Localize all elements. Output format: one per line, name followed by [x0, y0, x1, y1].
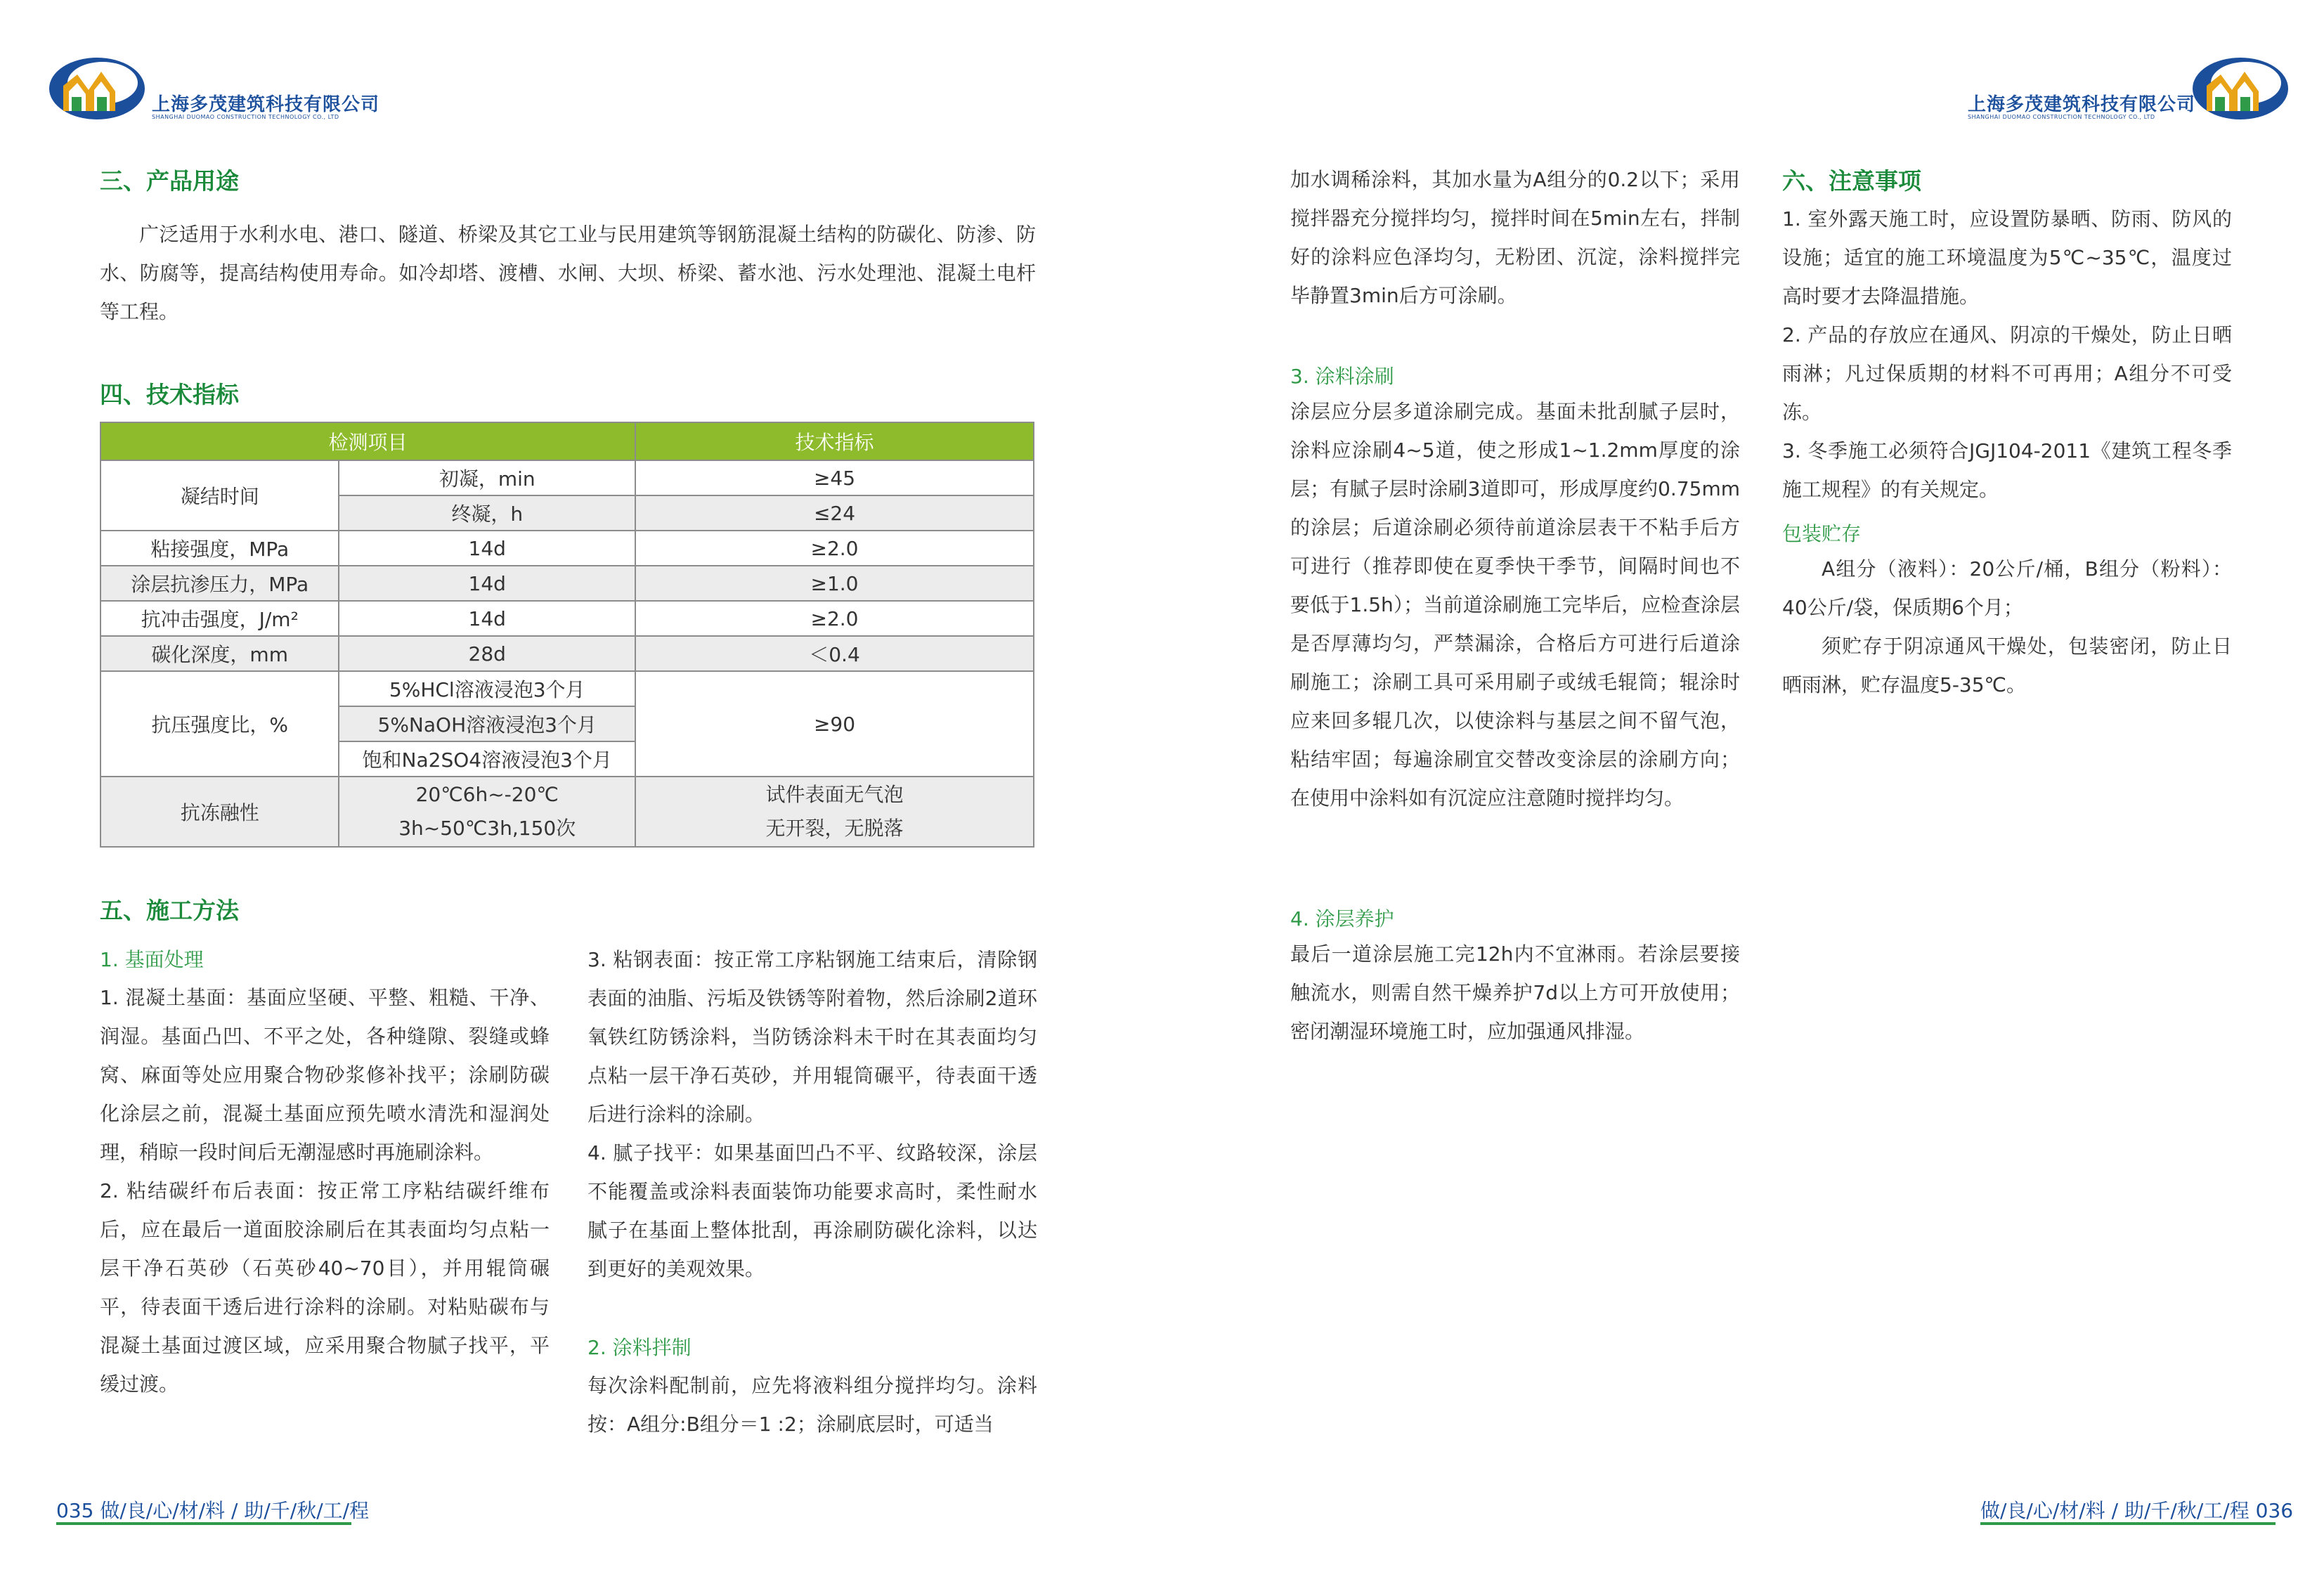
- footer-left: [56, 1495, 369, 1524]
- mixing-paragraph: [588, 1366, 1037, 1443]
- cell-initial-set: 初凝，min: [339, 460, 635, 495]
- cell-carbonation: 碳化深度，mm: [100, 636, 339, 671]
- freeze-val-line-2: 无开裂，无脱落: [765, 817, 904, 840]
- subheading-base-treatment: 1. 基面处理: [100, 948, 204, 971]
- table-row: [100, 636, 1034, 671]
- header-spec: 技术指标: [635, 422, 1034, 460]
- cell-freeze-val: [635, 777, 1034, 847]
- subheading-mixing: 2. 涂料拌制: [588, 1336, 692, 1359]
- subheading-application: 3. 涂料涂刷: [1290, 365, 1394, 388]
- usage-paragraph: [100, 215, 1036, 331]
- method-p1: 1. 混凝土基面：基面应坚硬、平整、粗糙、干净、润湿。基面凸凹、不平之处，各种缝隙、裂缝或蜂窝、麻面等处应用聚合物砂浆修补找平；涂刷防碳化涂层之前，混凝土基面应预先喷水清洗和湿润处理，稍晾一段时间后无潮湿感时再施刷涂料。: [100, 986, 550, 1164]
- section-title-notes: 六、注意事项: [1782, 167, 1921, 195]
- cell-freeze-cond: [339, 777, 635, 847]
- note-2: 2. 产品的存放应在通风、阴凉的干燥处，防止日晒雨淋；凡过保质期的材料不可再用；A组分不可受冻。: [1782, 323, 2232, 424]
- company-name-en: SHANGHAI DUOMAO CONSTRUCTION TECHNOLOGY CO., LTD: [152, 114, 339, 120]
- table-row: [100, 601, 1034, 636]
- subheading-packaging: 包装贮存: [1782, 522, 1862, 545]
- cell-comp-b: 5%NaOH溶液浸泡3个月: [339, 706, 635, 741]
- freeze-cond-line-2: 3h~50℃3h,150次: [398, 817, 576, 840]
- table-row: [100, 671, 1034, 706]
- page-number-right: 036: [2255, 1499, 2294, 1522]
- footer-right: [1980, 1495, 2293, 1524]
- section-title-usage: 三、产品用途: [100, 167, 239, 195]
- cell-imp-val: ≥1.0: [635, 566, 1034, 601]
- cell-carb-age: 28d: [339, 636, 635, 671]
- company-name-cn: 上海多茂建筑科技有限公司: [1968, 94, 2196, 115]
- cell-impact: 抗冲击强度，J/m²: [100, 601, 339, 636]
- curing-paragraph: [1290, 935, 1740, 1051]
- cell-comp-val: ≥90: [635, 671, 1034, 777]
- section-title-specs: 四、技术指标: [100, 381, 239, 408]
- freeze-val-line-1: 试件表面无气泡: [765, 783, 904, 806]
- company-logo-right: [1968, 55, 2305, 125]
- method-column-2: [588, 940, 1037, 1288]
- table-row: [100, 460, 1034, 495]
- application-paragraph: [1290, 392, 1740, 817]
- cell-freeze: 抗冻融性: [100, 777, 339, 847]
- cell-compressive: 抗压强度比，%: [100, 671, 339, 777]
- cell-bond-val: ≥2.0: [635, 531, 1034, 566]
- company-logo-icon: [2186, 55, 2291, 125]
- cell-impermeability: 涂层抗渗压力，MPa: [100, 566, 339, 601]
- footer-divider-right: [1980, 1522, 2276, 1525]
- packaging-line-1: A组分（液料）：20公斤/桶，B组分（粉料）：40公斤/袋，保质期6个月；: [1782, 557, 2232, 619]
- method-p4: 4. 腻子找平：如果基面凹凸不平、纹路较深，涂层不能覆盖或涂料表面装饰功能要求高时，柔性耐水腻子在基面上整体批刮，再涂刷防碳化涂料，以达到更好的美观效果。: [588, 1141, 1037, 1280]
- cell-bond: 粘接强度，MPa: [100, 531, 339, 566]
- mixing-continued: [1290, 160, 1740, 315]
- table-header-row: [100, 422, 1034, 460]
- page-number-left: 035: [56, 1499, 94, 1522]
- spec-table: [100, 422, 1034, 848]
- method-p5b: 加水调稀涂料，其加水量为A组分的0.2以下；采用搅拌器充分搅拌均匀，搅拌时间在5min左右，拌制好的涂料应色泽均匀，无粉团、沉淀，涂料搅拌完毕静置3min后方可涂刷。: [1290, 168, 1740, 307]
- cell-final-set: 终凝，h: [339, 495, 635, 531]
- note-3: 3. 冬季施工必须符合JGJ104-2011《建筑工程冬季施工规程》的有关规定。: [1782, 439, 2232, 501]
- cell-setting-time: 凝结时间: [100, 460, 339, 531]
- packaging-line-2: 须贮存于阴凉通风干燥处，包装密闭，防止日晒雨淋，贮存温度5-35℃。: [1782, 635, 2232, 696]
- subheading-curing: 4. 涂层养护: [1290, 907, 1394, 930]
- footer-slogan-left: 做/良/心/材/料 / 助/千/秋/工/程: [100, 1499, 370, 1522]
- notes-paragraph: [1782, 200, 2232, 509]
- header-test-item: 检测项目: [100, 422, 635, 460]
- method-p5: 每次涂料配制前，应先将液料组分搅拌均匀。涂料按：A组分:B组分＝1 :2；涂刷底层时，可适当: [588, 1374, 1037, 1436]
- freeze-cond-line-1: 20℃6h~-20℃: [415, 783, 559, 806]
- method-p6: 涂层应分层多道涂刷完成。基面未批刮腻子层时，涂料应涂刷4~5道，使之形成1~1.2mm厚度的涂层；有腻子层时涂刷3道即可，形成厚度约0.75mm的涂层；后道涂刷必须待前道涂层表干不粘手后方可进行（推荐即使在夏季快干季节，间隔时间也不要低于1.5h）；当前道涂刷施工完毕后，应检查涂层是否厚薄均匀，严禁漏涂，合格后方可进行后道涂刷施工；涂刷工具可采用刷子或绒毛辊筒；辊涂时应来回多辊几次，以使涂料与基层之间不留气泡，粘结牢固；每遍涂刷宜交替改变涂层的涂刷方向；在使用中涂料如有沉淀应注意随时搅拌均匀。: [1290, 400, 1740, 810]
- cell-carb-val: ＜0.4: [635, 636, 1034, 671]
- company-logo-icon: [42, 55, 148, 125]
- footer-slogan-right: 做/良/心/材/料 / 助/千/秋/工/程: [1980, 1499, 2250, 1522]
- company-logo-left: [42, 55, 379, 125]
- cell-final-set-val: ≤24: [635, 495, 1034, 531]
- method-p3: 3. 粘钢表面：按正常工序粘钢施工结束后，清除钢表面的油脂、污垢及铁锈等附着物，然后涂刷2道环氧铁红防锈涂料，当防锈涂料未干时在其表面均匀点粘一层干净石英砂，并用辊筒碾平，待表面干透后进行涂料的涂刷。: [588, 948, 1037, 1126]
- note-1: 1. 室外露天施工时，应设置防暴晒、防雨、防风的设施；适宜的施工环境温度为5℃~35℃，温度过高时要才去降温措施。: [1782, 207, 2232, 308]
- company-name-en: SHANGHAI DUOMAO CONSTRUCTION TECHNOLOGY CO., LTD: [1968, 114, 2155, 120]
- cell-bond-age: 14d: [339, 531, 635, 566]
- table-row: [100, 566, 1034, 601]
- method-p2: 2. 粘结碳纤布后表面：按正常工序粘结碳纤维布后，应在最后一道面胶涂刷后在其表面均匀点粘一层干净石英砂（石英砂40~70目），并用辊筒碾平，待表面干透后进行涂料的涂刷。对粘贴碳布与混凝土基面过渡区域，应采用聚合物腻子找平，平缓过渡。: [100, 1179, 550, 1396]
- section-title-method: 五、施工方法: [100, 897, 239, 924]
- footer-divider-left: [56, 1522, 351, 1525]
- table-row: [100, 531, 1034, 566]
- method-p7: 最后一道涂层施工完12h内不宜淋雨。若涂层要接触流水，则需自然干燥养护7d以上方可开放使用；密闭潮湿环境施工时，应加强通风排湿。: [1290, 942, 1740, 1043]
- cell-imp-age: 14d: [339, 566, 635, 601]
- cell-impact-age: 14d: [339, 601, 635, 636]
- cell-impact-val: ≥2.0: [635, 601, 1034, 636]
- cell-comp-c: 饱和Na2SO4溶液浸泡3个月: [339, 741, 635, 777]
- method-column-1: [100, 978, 550, 1403]
- table-row: [100, 777, 1034, 847]
- packaging-paragraph: [1782, 550, 2232, 704]
- cell-comp-a: 5%HCl溶液浸泡3个月: [339, 671, 635, 706]
- cell-initial-set-val: ≥45: [635, 460, 1034, 495]
- usage-text: 广泛适用于水利水电、港口、隧道、桥梁及其它工业与民用建筑等钢筋混凝土结构的防碳化、防渗、防水、防腐等，提高结构使用寿命。如冷却塔、渡槽、水闸、大坝、桥梁、蓄水池、污水处理池、混凝土电杆等工程。: [100, 223, 1036, 323]
- company-name-cn: 上海多茂建筑科技有限公司: [152, 94, 380, 115]
